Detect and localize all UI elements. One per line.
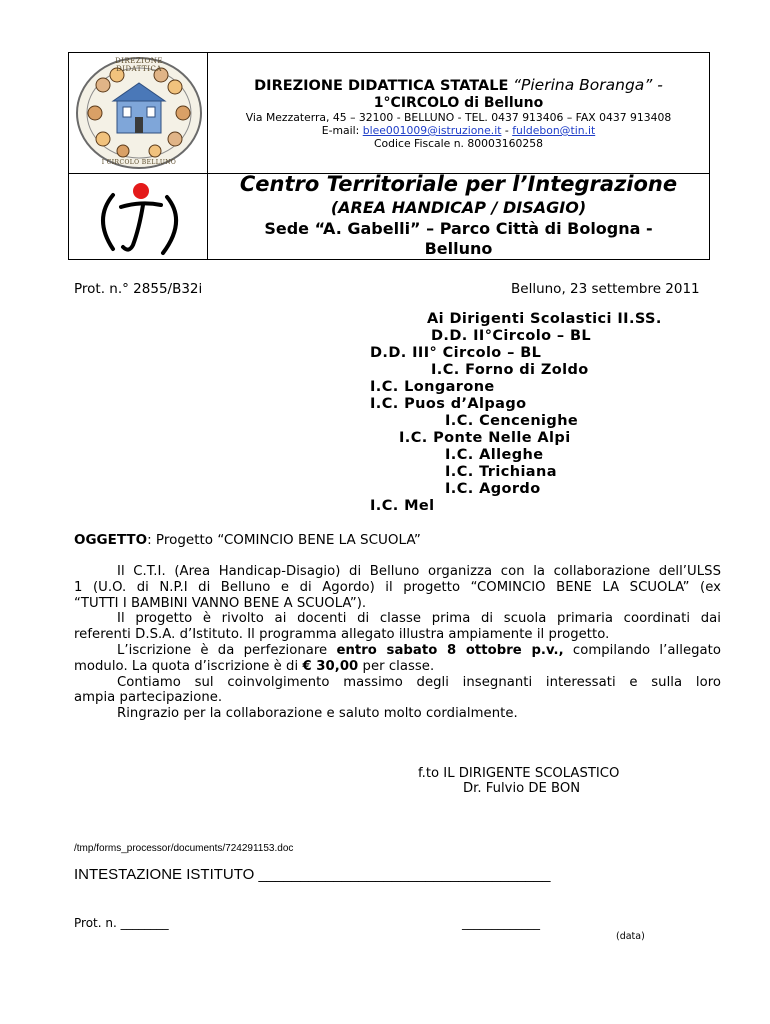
- signature-name: Dr. Fulvio DE BON: [463, 781, 581, 796]
- recipient-item: I.C. Ponte Nelle Alpi: [399, 430, 571, 446]
- recipient-item: Ai Dirigenti Scolastici II.SS.: [427, 311, 662, 327]
- circolo-line: 1°CIRCOLO di Belluno: [373, 95, 544, 111]
- body-line-registration: [74, 643, 721, 659]
- letter-date: Belluno, 23 settembre 2011: [511, 281, 700, 297]
- form-date-label: (data): [616, 931, 645, 942]
- email-link-istruzione[interactable]: blee001009@istruzione.it: [362, 124, 502, 137]
- email-link-tin[interactable]: fuldebon@tin.it: [512, 124, 596, 137]
- school-name-line: [207, 76, 710, 94]
- cti-area: (AREA HANDICAP / DISAGIO): [330, 198, 587, 217]
- body-line: referenti D.S.A. d’Istituto. Il programma allegato illustra ampiamente il progetto.: [74, 627, 610, 643]
- body-line: Contiamo sul coinvolgimento massimo degli insegnanti interessati e sulla loro: [117, 674, 721, 690]
- school-name-bold: DIREZIONE DIDATTICA STATALE: [254, 78, 509, 94]
- recipient-item: D.D. II°Circolo – BL: [431, 328, 592, 344]
- recipient-item: I.C. Alleghe: [445, 447, 544, 463]
- document-path: /tmp/forms_processor/documents/724291153.doc: [74, 843, 294, 854]
- email-separator: -: [501, 124, 513, 137]
- fee-amount: € 30,00: [302, 658, 359, 674]
- address-line: Via Mezzaterra, 45 – 32100 - BELLUNO - TEL. 0437 913406 – FAX 0437 913408: [245, 111, 672, 124]
- body-line-fee: [74, 659, 721, 675]
- body-line: Ringrazio per la collaborazione e saluto molto cordialmente.: [117, 706, 518, 722]
- body-text: L’iscrizione è da perfezionare: [117, 642, 337, 658]
- recipient-item: D.D. III° Circolo – BL: [370, 345, 542, 361]
- recipient-item: I.C. Cencenighe: [445, 413, 579, 429]
- cti-sede-line1: Sede “A. Gabelli” – Parco Città di Bologna -: [264, 219, 653, 238]
- cti-title: Centro Territoriale per l’Integrazione: [239, 172, 678, 196]
- body-text: per classe.: [358, 658, 435, 674]
- subject-label: OGGETTO: [74, 532, 148, 548]
- subject-text: : Progetto “COMINCIO BENE LA SCUOLA”: [147, 532, 421, 548]
- protocol-number: Prot. n.° 2855/B32i: [74, 281, 203, 297]
- deadline-text: entro sabato 8 ottobre p.v.,: [336, 642, 564, 658]
- school-name-italic: “Pierina Boranga” -: [513, 76, 663, 94]
- fiscal-code: Codice Fiscale n. 80003160258: [374, 137, 543, 150]
- letter-body: [74, 564, 721, 722]
- recipient-item: I.C. Trichiana: [445, 464, 557, 480]
- form-date-blank: _____________: [462, 916, 540, 930]
- body-line: ampia partecipazione.: [74, 690, 223, 706]
- seal-bottom-text: I CIRCOLO BELLUNO: [101, 159, 177, 166]
- body-text: compilando l’allegato: [563, 642, 721, 658]
- email-line: [207, 124, 710, 137]
- body-text: modulo. La quota d’iscrizione è di: [74, 658, 303, 674]
- recipient-item: I.C. Puos d’Alpago: [370, 396, 527, 412]
- form-prot-number: Prot. n. ________: [74, 916, 169, 930]
- recipient-item: I.C. Mel: [370, 498, 435, 514]
- body-line: Il C.T.I. (Area Handicap-Disagio) di Belluno organizza con la collaborazione dell’ULSS: [117, 564, 721, 579]
- recipient-item: I.C. Longarone: [370, 379, 495, 395]
- subject-line: [74, 532, 421, 548]
- seal-top-text: DIREZIONE DIDATTICA: [115, 57, 163, 73]
- body-line: 1 (U.O. di N.P.I di Belluno e di Agordo) il progetto “COMINCIO BENE LA SCUOLA” (ex: [74, 579, 721, 595]
- email-label: E-mail:: [321, 124, 360, 137]
- school-seal-logo: [73, 55, 205, 171]
- cti-logo: [83, 177, 193, 259]
- signature-title: f.to IL DIRIGENTE SCOLASTICO: [418, 766, 620, 781]
- cti-sede-line2: Belluno: [424, 239, 493, 258]
- body-line: Il progetto è rivolto ai docenti di classe prima di scuola primaria coordinati dai: [117, 611, 721, 627]
- recipient-item: I.C. Forno di Zoldo: [431, 362, 589, 378]
- recipient-item: I.C. Agordo: [445, 481, 541, 497]
- intestazione-istituto: INTESTAZIONE ISTITUTO ___________________________________: [74, 866, 551, 883]
- body-line: “TUTTI I BAMBINI VANNO BENE A SCUOLA”).: [74, 595, 367, 611]
